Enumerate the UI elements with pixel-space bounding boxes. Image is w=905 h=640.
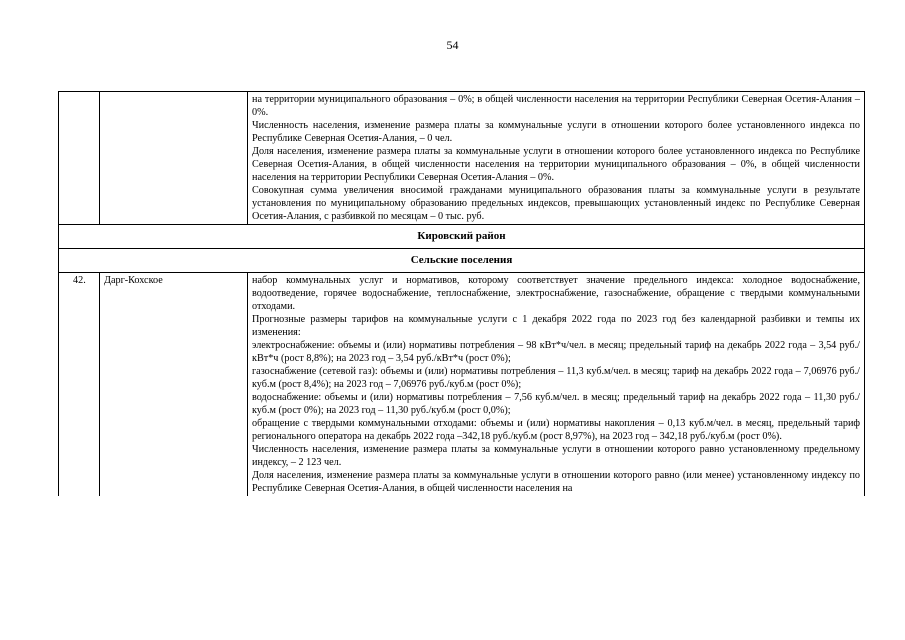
section-row [59,249,865,273]
entry-number: 42. [59,273,100,497]
paragraph: электроснабжение: объемы и (или) нормативы потребления – 98 кВт*ч/чел. в месяц; предельный тариф на декабрь 2022 года – 3,54 руб./кВт*ч (рост 8,8%); на 2023 год – 3,54 руб./кВт*ч (рост 0%); [252,340,860,364]
section-row [59,225,865,249]
paragraph: набор коммунальных услуг и нормативов, которому соответствует значение предельного индекса: холодное водоснабжение, водоотведение, горячее водоснабжение, теплоснабжение, электроснабжение, газоснабжение, обращение с твердыми коммунальными отходами. [252,275,860,312]
entry-name: Дарг-Кохское [100,273,248,497]
paragraph: Прогнозные размеры тарифов на коммунальные услуги с 1 декабря 2022 года по 2023 год без календарной разбивки и темпы их изменения: [252,314,860,338]
paragraph: Доля населения, изменение размера платы за коммунальные услуги в отношении которого более установленного индекса по Республике Северная Осетия-Алания, в общей численности населения на территории муниципального образования – 0%, в общей численности населения на территории Республики Северная Осетия-Алания – 0%. [252,146,860,183]
paragraph: Численность населения, изменение размера платы за коммунальные услуги в отношении которого более установленного индекса по Республике Северная Осетия-Алания, – 0 чел. [252,120,860,144]
number-cell [59,92,100,225]
paragraph: Доля населения, изменение размера платы за коммунальные услуги в отношении которого равно (или менее) установленному индексу по Республике Северная Осетия-Алания, в общей численности населения на [252,470,860,494]
tariff-table [58,91,865,496]
description-cell [248,273,865,497]
paragraph: на территории муниципального образования – 0%; в общей численности населения на территории Республики Северная Осетия-Алания – 0%. [252,94,860,118]
paragraph: обращение с твердыми коммунальными отходами: объемы и (или) нормативы накопления – 0,13 куб.м/чел. в месяц, предельный тариф регионального оператора на декабрь 2022 года –342,18 руб./куб.м (рост 8,97%), на 2023 год – 342,18 руб./куб.м (рост 0%). [252,418,860,442]
table-row [59,273,865,497]
paragraph: водоснабжение: объемы и (или) нормативы потребления – 7,56 куб.м/чел. в месяц; предельный тариф на декабрь 2022 года – 11,30 руб./куб.м (рост 0%); на 2023 год – 11,30 руб./куб.м (рост 0,0%); [252,392,860,416]
table-row [59,92,865,225]
subsection-title: Сельские поселения [59,249,865,273]
paragraph: Численность населения, изменение размера платы за коммунальные услуги в отношении которого равно установленному предельному индексу, – 2 123 чел. [252,444,860,468]
page-number: 54 [446,38,459,52]
paragraph: газоснабжение (сетевой газ): объемы и (или) нормативы потребления – 11,3 куб.м/чел. в месяц; тариф на декабрь 2022 года – 7,06976 руб./куб.м (рост 8,4%); на 2023 год – 7,06976 руб./куб.м (рост 0%); [252,366,860,390]
name-cell [100,92,248,225]
district-title: Кировский район [59,225,865,249]
paragraph: Совокупная сумма увеличения вносимой гражданами муниципального образования платы за коммунальные услуги в результате установления по муниципальному образованию предельных индексов, превышающих установленный индекс по Республике Северная Осетия-Алания, с разбивкой по месяцам – 0 тыс. руб. [252,185,860,222]
description-cell [248,92,865,225]
